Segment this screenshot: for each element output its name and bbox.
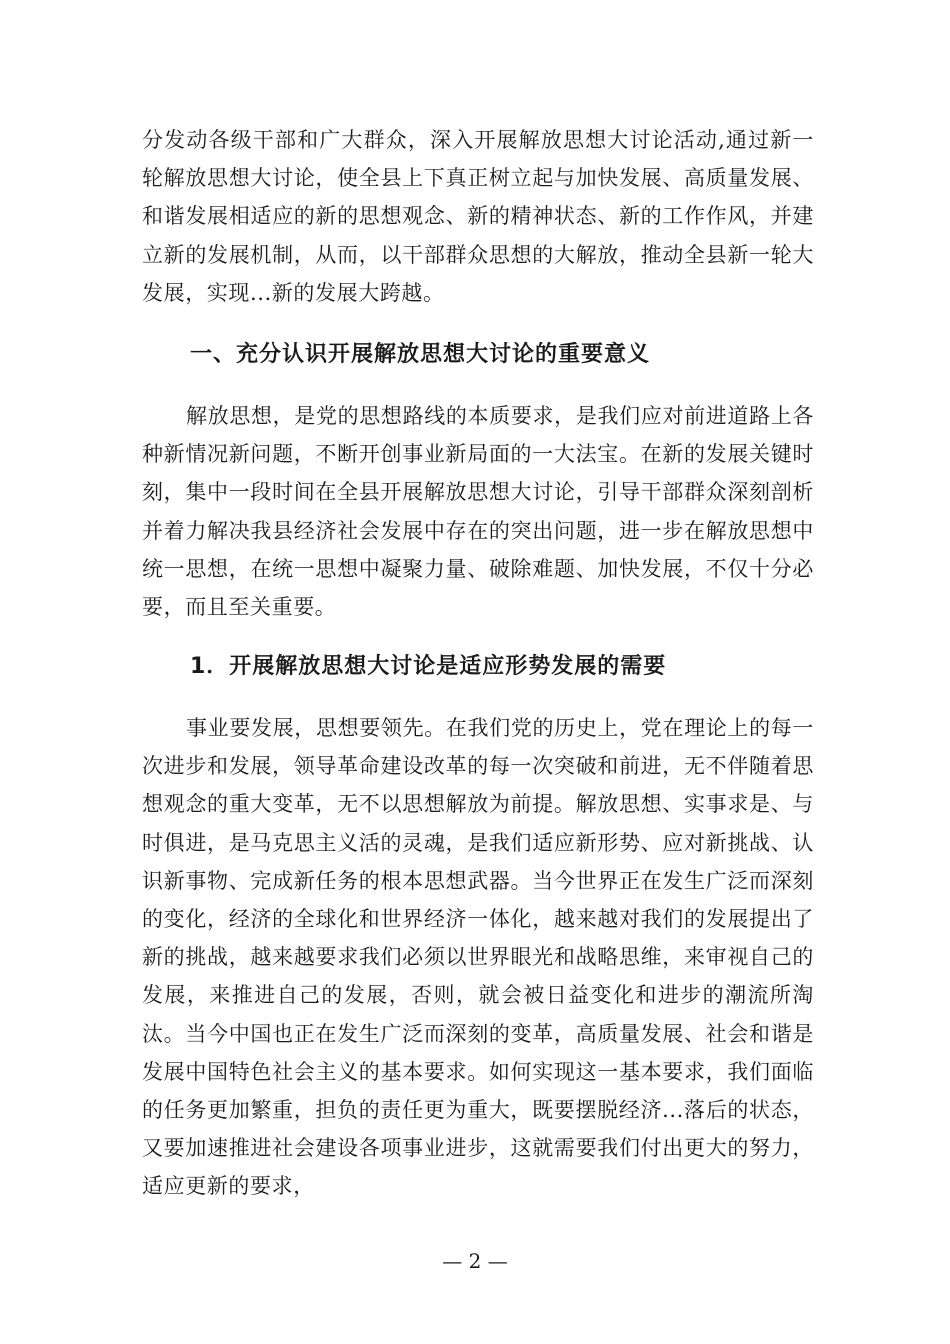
subsection-1-paragraph: 事业要发展，思想要领先。在我们党的历史上，党在理论上的每一次进步和发展，领导革命建设改革的每一次突破和前进，无不伴随着思想观念的重大变革，无不以思想解放为前提。解放思想、实事求是、与时俱进，是马克思主义活的灵魂，是我们适应新形势、应对新挑战、认识新事物、完成新任务的根本思想武器。当今世界正在发生广泛而深刻的变化，经济的全球化和世界经济一体化，越来越对我们的发展提出了新的挑战，越来越要求我们必须以世界眼光和战略思维，来审视自己的发展，来推进自己的发展，否则，就会被日益变化和进步的潮流所淘汰。当今中国也正在发生广泛而深刻的变革，高质量发展、社会和谐是发展中国特色社会主义的基本要求。如何实现这一基本要求，我们面临的任务更加繁重，担负的责任更为重大，既要摆脱经济...落后的状态，又要加速推进社会建设各项事业进步，这就需要我们付出更大的努力，适应更新的要求，: [142, 716, 814, 1199]
page-number: — 2 —: [442, 1249, 508, 1273]
section-1-paragraph: 解放思想，是党的思想路线的本质要求，是我们应对前进道路上各种新情况新问题，不断开创事业新局面的一大法宝。在新的发展关键时刻，集中一段时间在全县开展解放思想大讨论，引导干部群众深刻剖析并着力解决我县经济社会发展中存在的突出问题，进一步在解放思想中统一思想，在统一思想中凝聚力量、破除难题、加快发展，不仅十分必要，而且至关重要。: [142, 404, 814, 620]
section-heading-1: 一、充分认识开展解放思想大讨论的重要意义: [190, 342, 651, 367]
subsection-heading-1: 1．开展解放思想大讨论是适应形势发展的需要: [190, 654, 667, 679]
intro-paragraph: 分发动各级干部和广大群众，深入开展解放思想大讨论活动,通过新一轮解放思想大讨论，使全县上下真正树立起与加快发展、高质量发展、和谐发展相适应的新的思想观念、新的精神状态、新的工作作风，并建立新的发展机制，从而，以干部群众思想的大解放，推动全县新一轮大发展，实现...新的发展大跨越。: [142, 128, 814, 305]
